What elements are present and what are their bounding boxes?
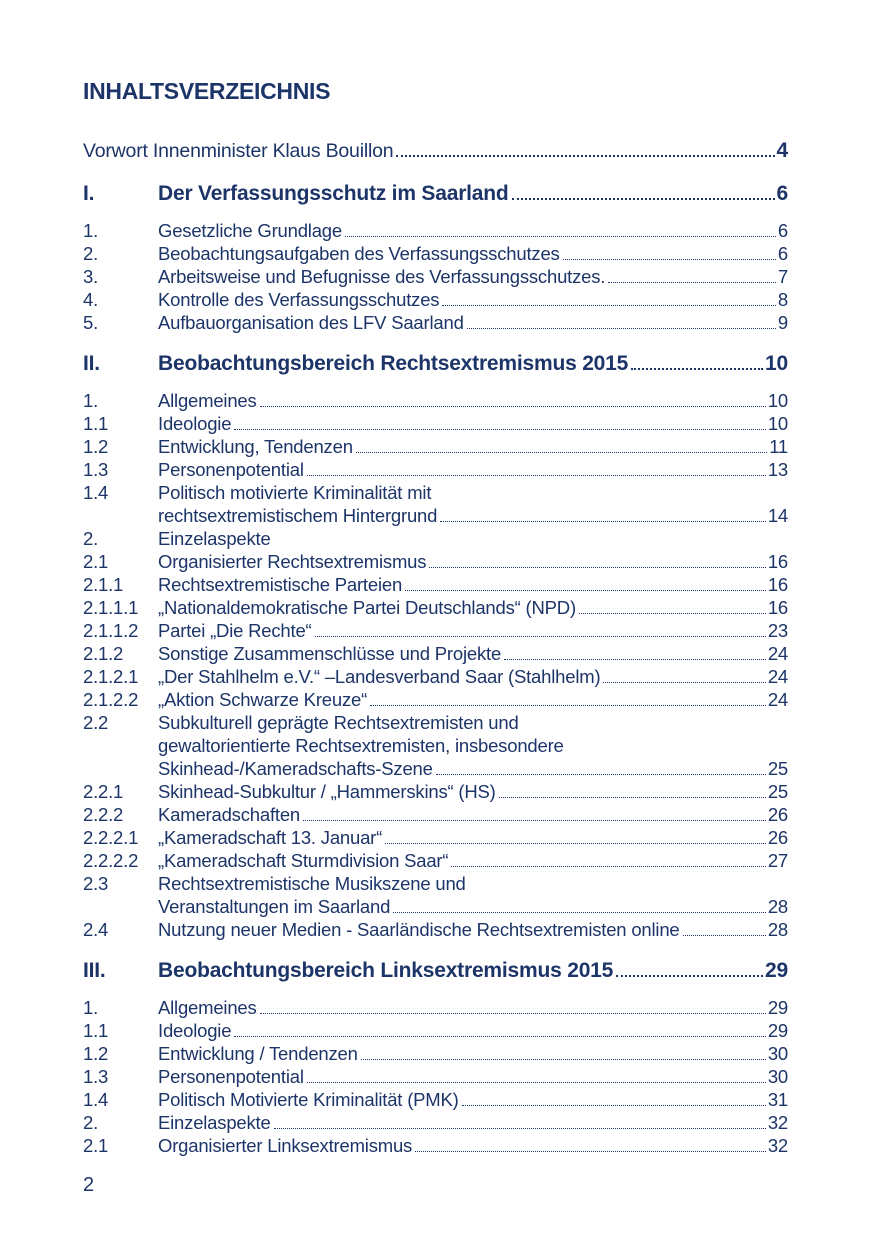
toc-page-number: 28: [767, 896, 788, 917]
toc-entry[interactable]: [83, 550, 788, 573]
toc-entry-number: 1.1: [83, 413, 109, 434]
toc-entry-label: Gesetzliche Grundlage: [158, 220, 342, 241]
page-title: INHALTSVERZEICHNIS: [83, 78, 331, 104]
toc-page-number: 8: [777, 289, 788, 310]
toc-entry-number: 2.1.2.1: [83, 666, 139, 687]
toc-entry-text: [158, 711, 788, 780]
toc-entry-last-line: [158, 780, 788, 803]
toc-entry[interactable]: [83, 803, 788, 826]
toc-page-number: 30: [767, 1066, 788, 1087]
toc-page-number: 32: [767, 1135, 788, 1156]
toc-entry-number: 2.1.1: [83, 574, 124, 595]
toc-entry[interactable]: [83, 826, 788, 849]
spacer: [83, 941, 788, 958]
dot-leader: [260, 406, 766, 407]
toc-entry-label: Organisierter Linksextremismus: [158, 1135, 413, 1156]
toc-entry-text: [158, 803, 788, 826]
dot-leader: [274, 1128, 766, 1129]
dot-leader: [234, 429, 766, 430]
toc-entry-line: Subkulturell geprägte Rechtsextremisten und: [158, 712, 519, 733]
toc-entry-text: [158, 573, 788, 596]
toc-entry-text: [158, 481, 788, 527]
toc-page-number: 16: [767, 597, 788, 618]
toc-entry-text: [158, 642, 788, 665]
toc-entry-label: Personenpotential: [158, 459, 304, 480]
toc-entry-label: Aufbauorganisation des LFV Saarland: [158, 312, 464, 333]
toc-entry-number: 1.4: [83, 1089, 109, 1110]
toc-entry-last-line: [158, 1019, 788, 1042]
toc-page-number: 29: [767, 1020, 788, 1041]
dot-leader: [345, 236, 776, 237]
toc-entry-text: [158, 688, 788, 711]
toc-entry-last-line: [158, 1042, 788, 1065]
toc-entry-label: „Kameradschaft 13. Januar“: [158, 827, 383, 848]
chapter-number: I.: [83, 182, 95, 205]
dot-leader: [631, 368, 763, 370]
toc-entry-number: 1.4: [83, 482, 109, 503]
dot-leader: [462, 1105, 766, 1106]
toc-page-number: 6: [777, 243, 788, 264]
toc-entry-last-line: [158, 242, 788, 265]
toc-entry-number: 1.: [83, 390, 99, 411]
toc-chapter-heading[interactable]: [83, 958, 788, 984]
toc-entry-last-line: [158, 895, 788, 918]
toc-entry-number: 2.1.2: [83, 643, 124, 664]
toc-page-number: 24: [767, 643, 788, 664]
toc-entry-last-line: [158, 688, 788, 711]
toc-entry-last-line: [158, 642, 788, 665]
toc-entry-last-line: [158, 573, 788, 596]
toc-entry-number: 2.: [83, 528, 99, 549]
toc-entry[interactable]: [83, 412, 788, 435]
toc-page-number: 23: [767, 620, 788, 641]
toc-entry-label-wrap: [158, 181, 788, 207]
toc-entry-number: 2.2.2.1: [83, 827, 139, 848]
toc-entry-label: Arbeitsweise und Befugnisse des Verfassungsschutzes.: [158, 266, 606, 287]
toc-entry-last-line: [158, 665, 788, 688]
toc-entry-number: 2.1.1.1: [83, 597, 139, 618]
toc-entry-label: Vorwort Innenminister Klaus Bouillon: [83, 140, 394, 162]
toc-entry-label: Einzelaspekte: [158, 528, 271, 549]
toc-entry[interactable]: [83, 242, 788, 265]
toc-entry-text: [158, 1019, 788, 1042]
dot-leader: [504, 659, 766, 660]
dot-leader: [512, 198, 775, 200]
toc-entry-last-line: [158, 504, 788, 527]
toc-page-number: 31: [767, 1089, 788, 1110]
toc-entry[interactable]: [83, 573, 788, 596]
toc-entry-text: [158, 1134, 788, 1157]
page-number-footer: 2: [83, 1174, 95, 1196]
dot-leader: [361, 1059, 766, 1060]
chapter-number: II.: [83, 352, 100, 375]
dot-leader: [436, 774, 766, 775]
toc-entry-line: gewaltorientierte Rechtsextremisten, insbesondere: [158, 735, 564, 756]
toc-entry-last-line: [158, 389, 788, 412]
toc-entry[interactable]: [83, 642, 788, 665]
toc-entry-label: „Kameradschaft Sturmdivision Saar“: [158, 850, 449, 871]
toc-entry-number: 1.3: [83, 459, 109, 480]
dot-leader: [608, 282, 776, 283]
dot-leader: [440, 521, 766, 522]
dot-leader: [315, 636, 766, 637]
toc-page-number: 26: [767, 827, 788, 848]
toc-entry[interactable]: [83, 527, 788, 550]
toc-entry-label: Allgemeines: [158, 390, 257, 411]
toc-entry-last-line: [158, 527, 788, 550]
toc-entry[interactable]: [83, 596, 788, 619]
toc-entry-number: 1.2: [83, 1043, 109, 1064]
toc-page-number: 14: [767, 505, 788, 526]
toc-entry[interactable]: [83, 389, 788, 412]
toc-entry-label: Beobachtungsaufgaben des Verfassungsschutzes: [158, 243, 560, 264]
toc-entry-number: 1.1: [83, 1020, 109, 1041]
toc-entry[interactable]: [83, 780, 788, 803]
toc-entry[interactable]: [83, 665, 788, 688]
toc-entry-text: [158, 619, 788, 642]
toc-entry-label: Entwicklung, Tendenzen: [158, 436, 353, 457]
chapter-title: Beobachtungsbereich Rechtsextremismus 2015: [158, 352, 629, 375]
spacer: [83, 164, 788, 181]
toc-entry-label: Skinhead-Subkultur / „Hammerskins“ (HS): [158, 781, 496, 802]
toc-entry[interactable]: [83, 872, 788, 918]
toc-page-number: 4: [776, 139, 788, 162]
toc-entry[interactable]: [83, 619, 788, 642]
toc-entry-text: [158, 412, 788, 435]
toc-entry[interactable]: [83, 849, 788, 872]
toc-entry[interactable]: [83, 1042, 788, 1065]
toc-entry-text: [158, 996, 788, 1019]
toc-entry-last-line: [158, 918, 788, 941]
toc-entry-label: Skinhead-/Kameradschafts-Szene: [158, 758, 433, 779]
dot-leader: [603, 682, 765, 683]
toc-entry[interactable]: [83, 688, 788, 711]
dot-leader: [393, 912, 766, 913]
toc-entry-last-line: [158, 1088, 788, 1111]
toc-entry-number: 2.4: [83, 919, 109, 940]
toc-entry[interactable]: [83, 996, 788, 1019]
toc-entry[interactable]: [83, 458, 788, 481]
toc-entry[interactable]: [83, 918, 788, 941]
toc-entry-number: 2.1.2.2: [83, 689, 139, 710]
toc-page-number: 7: [777, 266, 788, 287]
toc-entry-text: [158, 458, 788, 481]
toc-entry-label-wrap: [83, 138, 788, 164]
toc-entry-last-line: [158, 1065, 788, 1088]
toc-entry[interactable]: [83, 435, 788, 458]
toc-page-number: 16: [767, 551, 788, 572]
toc-entry-last-line: [158, 458, 788, 481]
chapter-title: Beobachtungsbereich Linksextremismus 2015: [158, 959, 614, 982]
toc-entry-last-line: [158, 1111, 788, 1134]
dot-leader: [616, 975, 763, 977]
dot-leader: [499, 797, 766, 798]
toc-entry-label-wrap: [158, 958, 788, 984]
toc-entry-last-line: [158, 219, 788, 242]
toc-page-number: 9: [777, 312, 788, 333]
dot-leader: [442, 305, 776, 306]
toc-entry-label: Ideologie: [158, 1020, 232, 1041]
dot-leader: [303, 820, 766, 821]
toc-entry-text: [158, 1065, 788, 1088]
toc-entry-label: Nutzung neuer Medien - Saarländische Rechtsextremisten online: [158, 919, 680, 940]
toc-entry-number: 1.2: [83, 436, 109, 457]
toc-page-number: 6: [777, 220, 788, 241]
toc-entry-label: Kontrolle des Verfassungsschutzes: [158, 289, 440, 310]
dot-leader: [683, 935, 766, 936]
toc-entry-text: [158, 1042, 788, 1065]
toc-entry[interactable]: [83, 1088, 788, 1111]
spacer: [83, 984, 788, 996]
toc-entry[interactable]: [83, 1065, 788, 1088]
toc-entry-last-line: [158, 826, 788, 849]
toc-page-number: 32: [767, 1112, 788, 1133]
toc-entry-line: Politisch motivierte Kriminalität mit: [158, 482, 432, 503]
toc-entry-text: [158, 265, 788, 288]
toc-entry-number: 3.: [83, 266, 99, 287]
toc-entry-text: [158, 665, 788, 688]
toc-entry-text: [158, 288, 788, 311]
toc-entry-text: [158, 550, 788, 573]
toc-entry-text: [158, 849, 788, 872]
chapter-title: Der Verfassungsschutz im Saarland: [158, 182, 509, 205]
toc-page-number: 11: [769, 436, 788, 457]
toc-entry-number: 2.1: [83, 551, 109, 572]
toc-entry-number: 1.: [83, 997, 99, 1018]
toc-page-number: 29: [767, 997, 788, 1018]
toc-entry-last-line: [158, 619, 788, 642]
toc-entry-label: „Nationaldemokratische Partei Deutschlands“ (NPD): [158, 597, 576, 618]
toc-entry-line: Rechtsextremistische Musikszene und: [158, 873, 466, 894]
toc-entry-number: 4.: [83, 289, 99, 310]
toc-entry-last-line: [158, 757, 788, 780]
toc-entry-text: [158, 872, 788, 918]
dot-leader: [563, 259, 776, 260]
toc-entry-label: Entwicklung / Tendenzen: [158, 1043, 358, 1064]
toc-entry-vorwort[interactable]: [83, 138, 788, 164]
toc-page-number: 26: [767, 804, 788, 825]
toc-page-number: 24: [767, 689, 788, 710]
toc-entry-number: 2.1: [83, 1135, 109, 1156]
toc-entry[interactable]: [83, 1019, 788, 1042]
dot-leader: [260, 1013, 766, 1014]
dot-leader: [234, 1036, 766, 1037]
toc-chapter-heading[interactable]: [83, 181, 788, 207]
toc-entry-text: [158, 435, 788, 458]
toc-entry[interactable]: [83, 711, 788, 780]
toc-page-number: 6: [776, 182, 788, 205]
toc-entry[interactable]: [83, 219, 788, 242]
dot-leader: [415, 1151, 766, 1152]
toc-page-number: 10: [767, 413, 788, 434]
toc-entry-text: [158, 527, 788, 550]
toc-entry-number: 2.2: [83, 712, 109, 733]
toc-entry-text: [158, 596, 788, 619]
toc-entry-label: Rechtsextremistische Parteien: [158, 574, 403, 595]
toc-entry-last-line: [158, 1134, 788, 1157]
toc-entry-last-line: [158, 311, 788, 334]
toc-page-number: 25: [767, 781, 788, 802]
table-of-contents: [83, 138, 788, 1157]
toc-entry-label: Personenpotential: [158, 1066, 304, 1087]
toc-entry-number: 2.: [83, 1112, 99, 1133]
toc-entry-label: Veranstaltungen im Saarland: [158, 896, 391, 917]
spacer: [83, 207, 788, 219]
toc-entry-number: 2.: [83, 243, 99, 264]
toc-page-number: 27: [767, 850, 788, 871]
toc-page-number: 10: [767, 390, 788, 411]
toc-entry-label: Ideologie: [158, 413, 232, 434]
toc-page-number: 13: [767, 459, 788, 480]
toc-entry-number: 5.: [83, 312, 99, 333]
toc-entry-number: 2.1.1.2: [83, 620, 139, 641]
toc-entry[interactable]: [83, 288, 788, 311]
toc-page-number: 24: [767, 666, 788, 687]
toc-entry-number: 2.2.2.2: [83, 850, 139, 871]
toc-entry-label: Politisch Motivierte Kriminalität (PMK): [158, 1089, 459, 1110]
toc-entry-text: [158, 311, 788, 334]
toc-entry-label: Organisierter Rechtsextremismus: [158, 551, 427, 572]
toc-entry-label: Einzelaspekte: [158, 1112, 271, 1133]
spacer: [83, 334, 788, 351]
toc-entry-text: [158, 219, 788, 242]
toc-entry-text: [158, 780, 788, 803]
dot-leader: [579, 613, 766, 614]
toc-entry-last-line: [158, 996, 788, 1019]
toc-entry[interactable]: [83, 481, 788, 527]
toc-entry-last-line: [158, 849, 788, 872]
dot-leader: [307, 1082, 766, 1083]
toc-page-number: 28: [767, 919, 788, 940]
dot-leader: [429, 567, 766, 568]
toc-page-number: 10: [765, 352, 788, 375]
toc-entry-text: [158, 242, 788, 265]
dot-leader: [467, 328, 776, 329]
toc-entry[interactable]: [83, 1134, 788, 1157]
toc-entry-number: 2.2.1: [83, 781, 124, 802]
dot-leader: [307, 475, 766, 476]
toc-entry-label: Partei „Die Rechte“: [158, 620, 312, 641]
toc-entry-text: [158, 1111, 788, 1134]
toc-entry-label: Allgemeines: [158, 997, 257, 1018]
toc-entry-last-line: [158, 288, 788, 311]
dot-leader: [396, 155, 774, 157]
toc-entry-text: [158, 1088, 788, 1111]
toc-entry-label: Kameradschaften: [158, 804, 301, 825]
toc-entry-last-line: [158, 550, 788, 573]
toc-entry-number: 2.3: [83, 873, 109, 894]
toc-entry-text: [158, 918, 788, 941]
toc-entry[interactable]: [83, 311, 788, 334]
toc-entry-last-line: [158, 596, 788, 619]
toc-entry-text: [158, 389, 788, 412]
toc-entry-label: „Der Stahlhelm e.V.“ –Landesverband Saar (Stahlhelm): [158, 666, 601, 687]
toc-entry-number: 1.3: [83, 1066, 109, 1087]
toc-chapter-heading[interactable]: [83, 351, 788, 377]
chapter-number: III.: [83, 959, 106, 982]
toc-entry-label: rechtsextremistischem Hintergrund: [158, 505, 438, 526]
toc-page-number: 16: [767, 574, 788, 595]
toc-entry-label: Sonstige Zusammenschlüsse und Projekte: [158, 643, 502, 664]
toc-entry-last-line: [158, 412, 788, 435]
dot-leader: [405, 590, 766, 591]
spacer: [83, 377, 788, 389]
toc-page-number: 30: [767, 1043, 788, 1064]
dot-leader: [370, 705, 766, 706]
toc-entry-number: 2.2.2: [83, 804, 124, 825]
toc-entry-number: 1.: [83, 220, 99, 241]
toc-entry-label: „Aktion Schwarze Kreuze“: [158, 689, 368, 710]
dot-leader: [356, 452, 767, 453]
toc-entry[interactable]: [83, 265, 788, 288]
dot-leader: [385, 843, 766, 844]
toc-entry-text: [158, 826, 788, 849]
toc-page-number: 29: [765, 959, 788, 982]
dot-leader: [451, 866, 765, 867]
toc-entry-last-line: [158, 803, 788, 826]
toc-entry-last-line: [158, 265, 788, 288]
toc-entry-label-wrap: [158, 351, 788, 377]
toc-entry[interactable]: [83, 1111, 788, 1134]
toc-entry-last-line: [158, 435, 788, 458]
toc-page-number: 25: [767, 758, 788, 779]
